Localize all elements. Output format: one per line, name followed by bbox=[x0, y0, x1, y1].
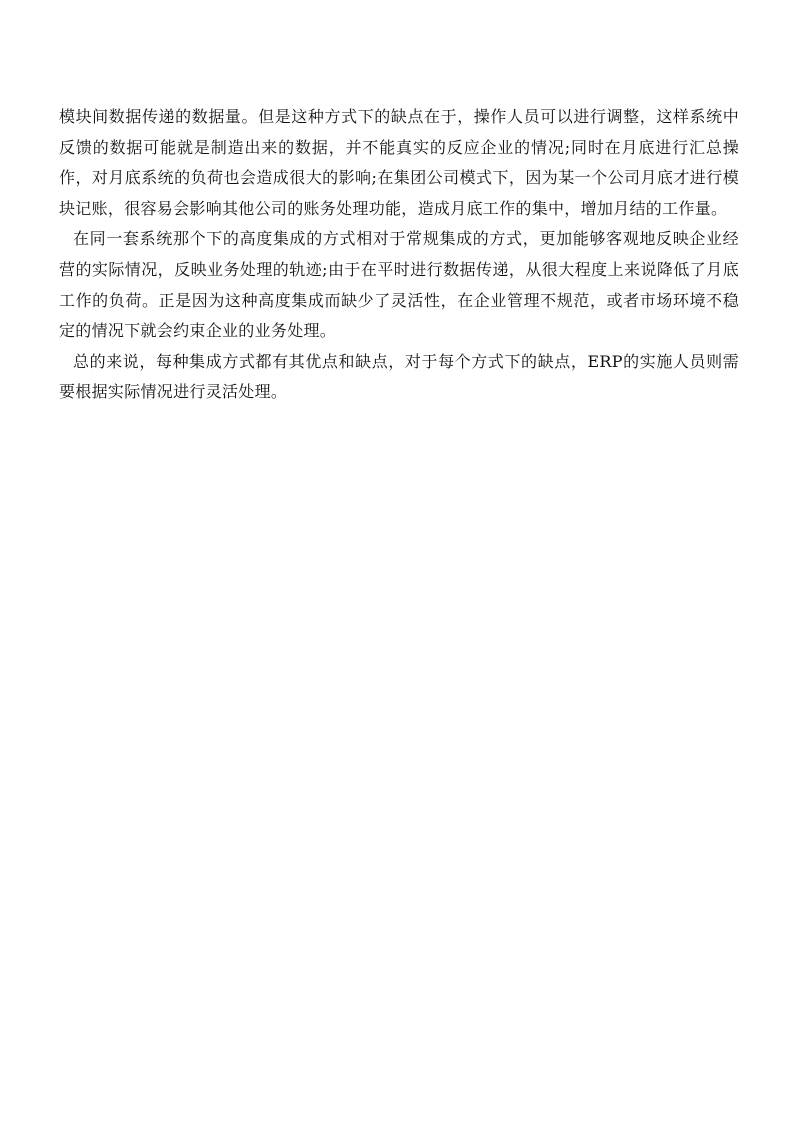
paragraph-1: 模块间数据传递的数据量。但是这种方式下的缺点在于，操作人员可以进行调整，这样系统中反馈的数据可能就是制造出来的数据，并不能真实的反应企业的情况;同时在月底进行汇总操作，对月底系统的负荷也会造成很大的影响;在集团公司模式下，因为某一个公司月底才进行模块记账，很容易会影响其他公司的账务处理功能，造成月底工作的集中，增加月结的工作量。 bbox=[59, 107, 739, 218]
paragraph-2: 在同一套系统那个下的高度集成的方式相对于常规集成的方式，更加能够客观地反映企业经营的实际情况，反映业务处理的轨迹;由于在平时进行数据传递，从很大程度上来说降低了月底工作的负荷。正是因为这种高度集成而缺少了灵活性，在企业管理不规范，或者市场环境不稳定的情况下就会约束企业的业务处理。 bbox=[59, 229, 739, 341]
paragraph-3: 总的来说，每种集成方式都有其优点和缺点，对于每个方式下的缺点，ERP的实施人员则需要根据实际情况进行灵活处理。 bbox=[59, 351, 739, 402]
document-body bbox=[59, 102, 739, 408]
